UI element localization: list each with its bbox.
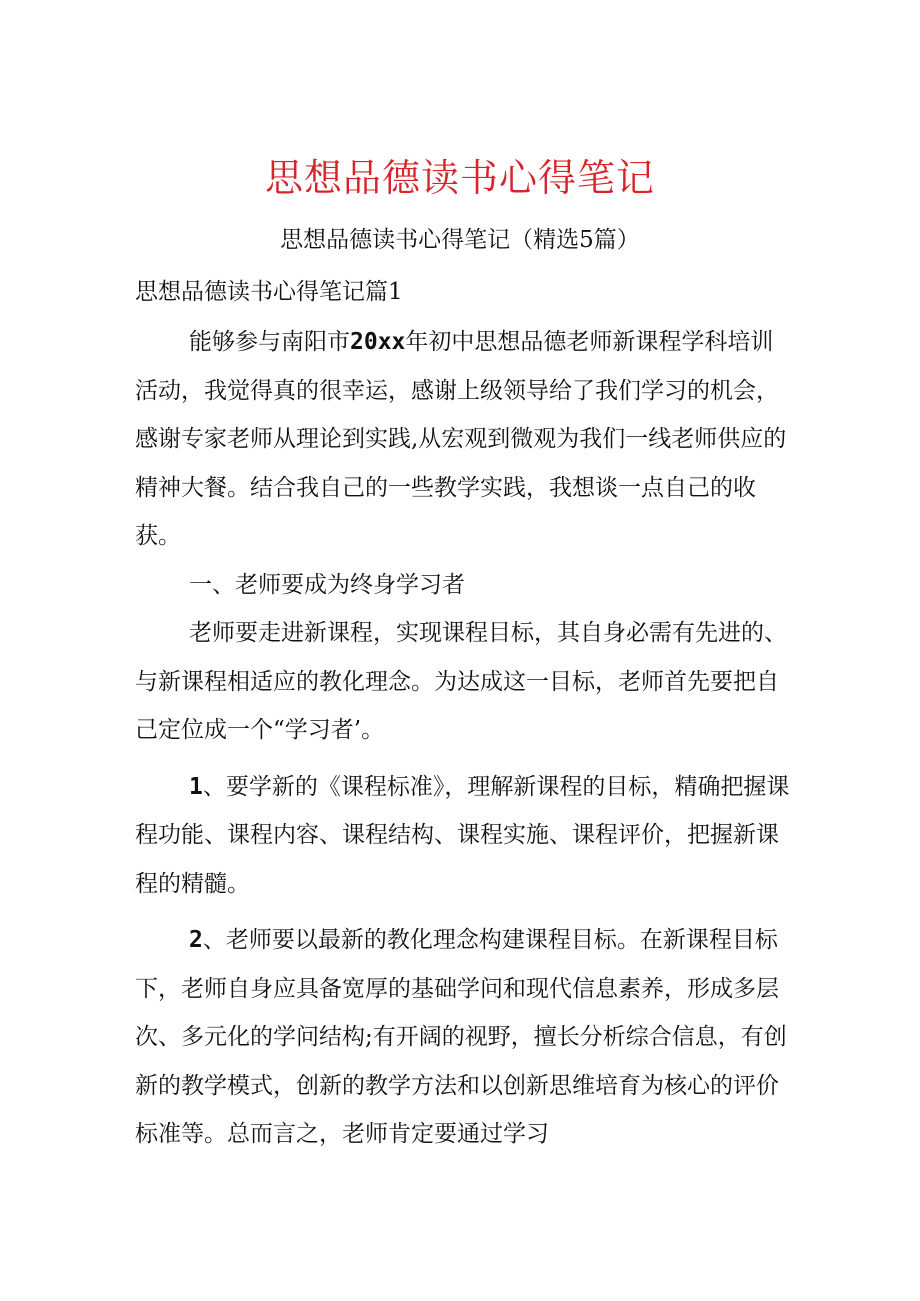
paragraph-1-pre: 能够参与南阳市 (189, 329, 350, 355)
document-body (135, 318, 795, 1159)
paragraph-4-text: 、要学新的《课程标准》，理解新课程的目标，精确把握课程功能、课程内容、课程结构、课程实施、课程评价，把握新课程的精髓。 (135, 773, 790, 897)
paragraph-1-post: 年初中思想品德老师新课程学科培训活动，我觉得真的很幸运，感谢上级领导给了我们学习的机会，感谢专家老师从理论到实践,从宏观到微观为我们一线老师供应的精神大餐。结合我自己的一些教学实践，我想谈一点自己的收获。 (135, 329, 787, 549)
document-title: 思想品德读书心得笔记 (264, 156, 655, 200)
paragraph-4 (135, 763, 795, 909)
paragraph-3: 老师要走进新课程，实现课程目标，其自身必需有先进的、与新课程相适应的教化理念。为达成这一目标，老师首先要把自己定位成一个“学习者’。 (135, 620, 787, 743)
paragraph-1 (135, 318, 795, 561)
paragraph-5-text: 、老师要以最新的教化理念构建课程目标。在新课程目标下，老师自身应具备宽厚的基础学问和现代信息素养，形成多层次、多元化的学问结构;有开阔的视野，擅长分析综合信息，有创新的教学模式，创新的教学方法和以创新思维培育为核心的评价标准等。总而言之，老师肯定要通过学习 (135, 927, 787, 1147)
paragraph-5 (135, 916, 795, 1159)
section-heading: 思想品德读书心得笔记篇1 (135, 279, 403, 305)
paragraph-5-number: 2 (189, 927, 203, 953)
document-subtitle: 思想品德读书心得笔记（精选5篇） (280, 227, 640, 253)
paragraph-2-heading: 一、老师要成为终身学习者 (189, 571, 465, 598)
paragraph-4-number: 1 (189, 773, 203, 800)
paragraph-1-year: 20xx (350, 329, 406, 355)
